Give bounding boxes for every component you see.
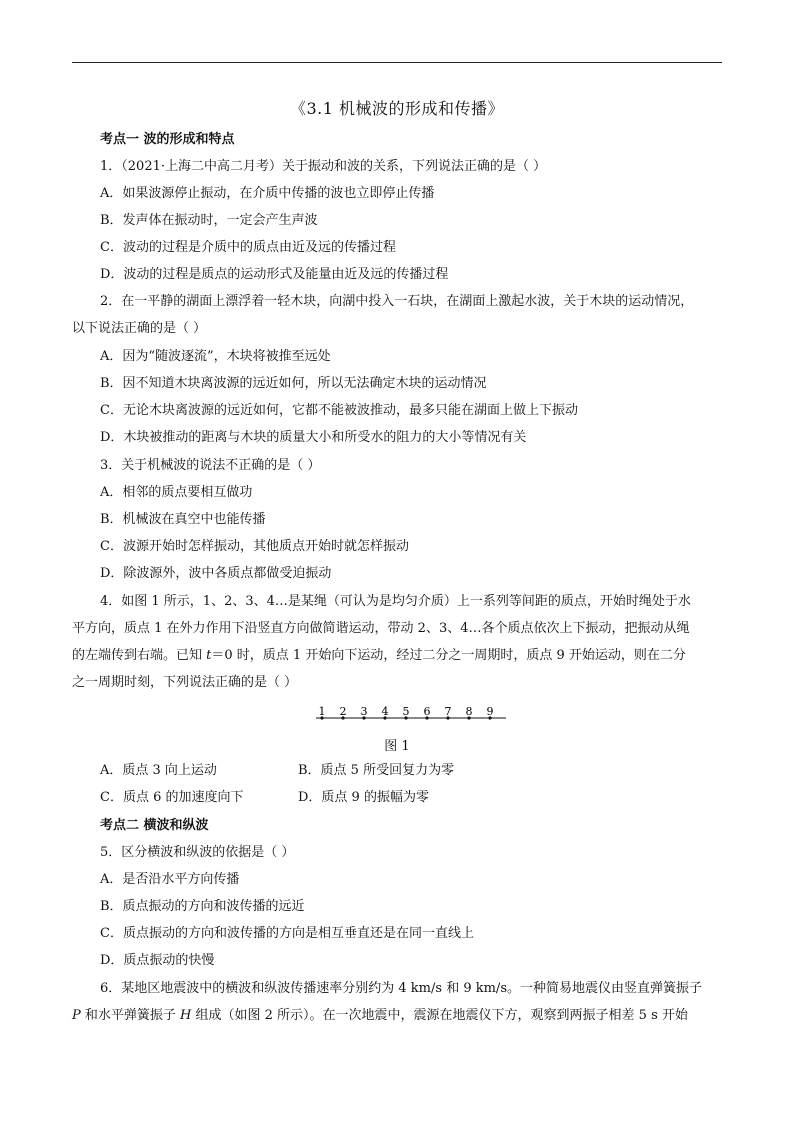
question-5-stem: 5．区分横波和纵波的依据是（ ） bbox=[100, 845, 295, 860]
question-6-stem-line-2a: 和水平弹簧振子 bbox=[80, 1008, 181, 1023]
question-3-option-c: C．波源开始时怎样振动，其他质点开始时就怎样振动 bbox=[100, 539, 409, 554]
question-4-stem-line-2: 平方向，质点 1 在外力作用下沿竖直方向做简谐运动，带动 2、3、4…各个质点依次上下振动，把振动从绳 bbox=[72, 621, 690, 636]
rope-point-label-3: 3 bbox=[360, 706, 368, 718]
question-2-option-b: B．因不知道木块离波源的远近如何，所以无法确定木块的运动情况 bbox=[100, 376, 487, 391]
figure-1-caption: 图 1 bbox=[384, 739, 410, 754]
question-4-stem-line-3a: 的左端传到右端。已知 bbox=[72, 648, 207, 663]
question-3-option-b: B．机械波在真空中也能传播 bbox=[100, 512, 266, 527]
question-3-option-d: D．除波源外，波中各质点都做受迫振动 bbox=[100, 566, 332, 581]
rope-point-label-5: 5 bbox=[402, 706, 410, 718]
question-4-option-b: B．质点 5 所受回复力为零 bbox=[298, 763, 455, 778]
question-2-stem-line-2: 以下说法正确的是（ ） bbox=[72, 321, 207, 336]
rope-point-label-1: 1 bbox=[318, 706, 326, 718]
question-5-option-d: D．质点振动的快慢 bbox=[100, 953, 215, 968]
question-6-stem-line-2b: 组成（如图 2 所示）。在一次地震中，震源在地震仪下方，观察到两振子相差 5 s 开始 bbox=[191, 1008, 688, 1023]
question-5-option-c: C．质点振动的方向和波传播的方向是相互垂直还是在同一直线上 bbox=[100, 926, 474, 941]
question-4-stem-line-1: 4．如图 1 所示，1、2、3、4…是某绳（可认为是均匀介质）上一系列等间距的质点，开始时绳处于水 bbox=[100, 594, 691, 609]
rope-point-label-2: 2 bbox=[339, 706, 347, 718]
section-heading-2: 考点二 横波和纵波 bbox=[100, 818, 209, 833]
question-4-stem-line-3b: ＝0 时，质点 1 开始向下运动，经过二分之一周期时，质点 9 开始运动，则在二分 bbox=[211, 648, 686, 663]
rope-point-label-8: 8 bbox=[465, 706, 473, 718]
question-1-stem: 1．（2021·上海二中高二月考）关于振动和波的关系，下列说法正确的是（ ） bbox=[100, 159, 547, 174]
question-5-option-a: A．是否沿水平方向传播 bbox=[100, 872, 240, 887]
question-5-option-b: B．质点振动的方向和波传播的远近 bbox=[100, 899, 305, 914]
rope-point-label-7: 7 bbox=[444, 706, 452, 718]
question-1-option-b: B．发声体在振动时，一定会产生声波 bbox=[100, 213, 318, 228]
time-variable: t bbox=[206, 648, 212, 663]
question-4-option-c: C．质点 6 的加速度向下 bbox=[100, 790, 244, 805]
question-2-stem-line-1: 2．在一平静的湖面上漂浮着一轻木块，向湖中投入一石块，在湖面上激起水波，关于木块的运动情况， bbox=[100, 294, 694, 309]
question-2-option-c: C．无论木块离波源的远近如何，它都不能被波推动，最多只能在湖面上做上下振动 bbox=[100, 403, 578, 418]
question-6-stem-line-2 bbox=[72, 1007, 722, 1025]
question-3-option-a: A．相邻的质点要相互做功 bbox=[100, 485, 253, 500]
question-4-option-a: A．质点 3 向上运动 bbox=[100, 763, 217, 778]
rope-point-label-4: 4 bbox=[381, 706, 389, 718]
question-4-stem-line-3 bbox=[72, 647, 722, 665]
rope-point-label-9: 9 bbox=[486, 706, 494, 718]
question-4-option-d: D．质点 9 的振幅为零 bbox=[298, 790, 429, 805]
page-title: 《3.1 机械波的形成和传播》 bbox=[289, 99, 505, 118]
header-rule bbox=[72, 62, 722, 63]
section-heading-1: 考点一 波的形成和特点 bbox=[100, 132, 235, 147]
question-1-option-d: D．波动的过程是质点的运动形式及能量由近及远的传播过程 bbox=[100, 267, 449, 282]
question-2-option-a: A．因为“随波逐流”，木块将被推至远处 bbox=[100, 349, 331, 364]
question-1-option-c: C．波动的过程是介质中的质点由近及远的传播过程 bbox=[100, 240, 396, 255]
question-1-option-a: A．如果波源停止振动，在介质中传播的波也立即停止传播 bbox=[100, 186, 435, 201]
spring-h-label: H bbox=[180, 1008, 192, 1023]
rope-point-label-6: 6 bbox=[423, 706, 431, 718]
question-6-stem-line-1: 6．某地区地震波中的横波和纵波传播速率分别约为 4 km/s 和 9 km/s。一种简易地震仪由竖直弹簧振子 bbox=[100, 981, 702, 996]
rope-figure bbox=[316, 706, 506, 726]
question-3-stem: 3．关于机械波的说法不正确的是（ ） bbox=[100, 458, 321, 473]
question-4-stem-line-4: 之一周期时刻，下列说法正确的是（ ） bbox=[72, 675, 298, 690]
spring-p-label: P bbox=[72, 1008, 81, 1023]
question-2-option-d: D．木块被推动的距离与木块的质量大小和所受水的阻力的大小等情况有关 bbox=[100, 430, 527, 445]
